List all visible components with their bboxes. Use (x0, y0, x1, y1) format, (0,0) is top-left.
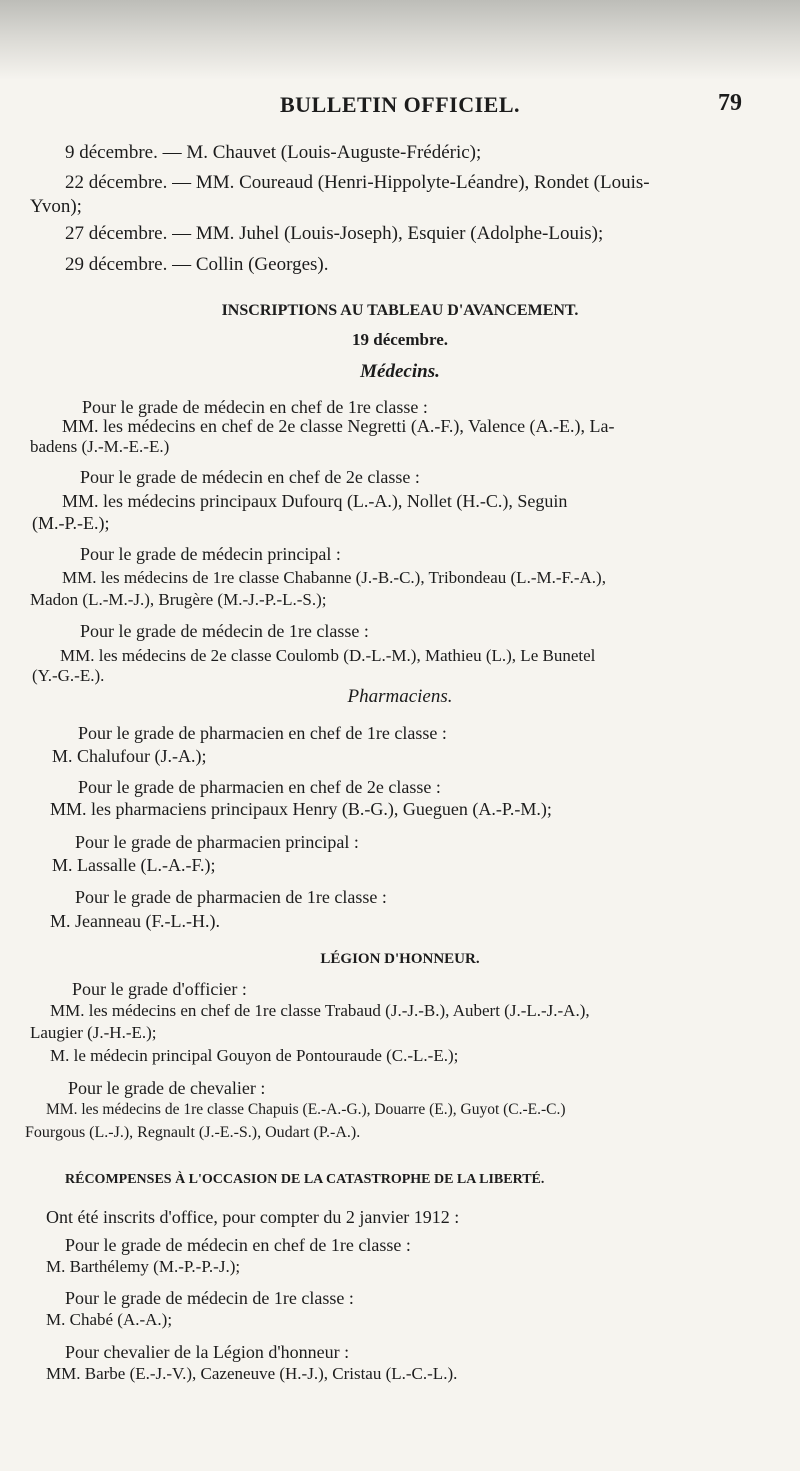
section-heading-tableau: INSCRIPTIONS AU TABLEAU D'AVANCEMENT. (221, 302, 579, 319)
grade-line: Pour le grade de médecin en chef de 1re classe : (65, 1235, 411, 1255)
body-line: Ont été inscrits d'office, pour compter du 2 janvier 1912 : (46, 1207, 460, 1227)
grade-line: Pour chevalier de la Légion d'honneur : (65, 1342, 350, 1362)
grade-line: Pour le grade de médecin en chef de 2e classe : (80, 467, 420, 487)
grade-line: Pour le grade de chevalier : (68, 1078, 266, 1098)
promotion-line: 29 décembre. — Collin (Georges). (65, 254, 329, 275)
nomination-line: MM. les médecins de 2e classe Coulomb (D.-L.-M.), Mathieu (L.), Le Bunetel (60, 646, 596, 665)
nomination-line: M. le médecin principal Gouyon de Pontouraude (C.-L.-E.); (50, 1046, 459, 1065)
grade-line: Pour le grade de pharmacien en chef de 2e classe : (78, 777, 441, 797)
subheading-medecins: Médecins. (360, 361, 440, 382)
section-heading-legion: LÉGION D'HONNEUR. (320, 951, 480, 967)
promotion-line: Yvon); (30, 196, 82, 217)
nomination-line: Laugier (J.-H.-E.); (30, 1023, 157, 1042)
section-date: 19 décembre. (352, 330, 448, 349)
grade-line: Pour le grade de pharmacien en chef de 1re classe : (78, 723, 447, 743)
running-header-title: BULLETIN OFFICIEL. (279, 92, 521, 117)
grade-line: Pour le grade de médecin en chef de 1re classe : (82, 397, 428, 417)
subheading-pharmaciens: Pharmaciens. (347, 686, 453, 707)
nomination-line: MM. les médecins principaux Dufourq (L.-A.), Nollet (H.-C.), Seguin (62, 491, 568, 511)
promotion-line: 27 décembre. — MM. Juhel (Louis-Joseph), Esquier (Adolphe-Louis); (65, 223, 604, 244)
scan-shadow (0, 0, 800, 80)
nomination-line: M. Jeanneau (F.-L.-H.). (50, 911, 221, 931)
nomination-line: M. Barthélemy (M.-P.-P.-J.); (46, 1257, 241, 1276)
nomination-line: M. Chabé (A.-A.); (46, 1310, 173, 1329)
promotion-line: 9 décembre. — M. Chauvet (Louis-Auguste-Frédéric); (65, 142, 482, 163)
grade-line: Pour le grade de pharmacien de 1re classe : (75, 887, 387, 907)
nomination-line: MM. Barbe (E.-J.-V.), Cazeneuve (H.-J.), Cristau (L.-C.-L.). (46, 1364, 458, 1383)
nomination-line: Fourgous (L.-J.), Regnault (J.-E.-S.), Oudart (P.-A.). (25, 1124, 361, 1141)
grade-line: Pour le grade de médecin de 1re classe : (65, 1288, 354, 1308)
nomination-line: Madon (L.-M.-J.), Brugère (M.-J.-P.-L.-S.); (30, 590, 327, 609)
nomination-line: MM. les médecins de 1re classe Chapuis (E.-A.-G.), Douarre (E.), Guyot (C.-E.-C.) (46, 1101, 566, 1118)
nomination-line: (Y.-G.-E.). (32, 666, 105, 685)
nomination-line: badens (J.-M.-E.-E.) (30, 437, 170, 456)
page-number: 79 (718, 90, 742, 116)
nomination-line: MM. les pharmaciens principaux Henry (B.-G.), Gueguen (A.-P.-M.); (50, 799, 552, 819)
grade-line: Pour le grade de médecin principal : (80, 544, 341, 564)
grade-line: Pour le grade de médecin de 1re classe : (80, 621, 369, 641)
nomination-line: MM. les médecins en chef de 1re classe Trabaud (J.-J.-B.), Aubert (J.-L.-J.-A.), (50, 1001, 590, 1020)
grade-line: Pour le grade d'officier : (72, 979, 247, 999)
grade-line: Pour le grade de pharmacien principal : (75, 832, 359, 852)
nomination-line: MM. les médecins en chef de 2e classe Negretti (A.-F.), Valence (A.-E.), La- (62, 416, 615, 436)
nomination-line: M. Chalufour (J.-A.); (52, 746, 207, 766)
nomination-line: MM. les médecins de 1re classe Chabanne (J.-B.-C.), Tribondeau (L.-M.-F.-A.), (62, 568, 606, 587)
promotion-line: 22 décembre. — MM. Coureaud (Henri-Hippolyte-Léandre), Rondet (Louis- (65, 172, 650, 193)
nomination-line: M. Lassalle (L.-A.-F.); (52, 855, 216, 875)
section-heading-recompenses: RÉCOMPENSES À L'OCCASION DE LA CATASTROPHE DE LA LIBERTÉ. (65, 1172, 545, 1187)
nomination-line: (M.-P.-E.); (32, 513, 110, 533)
